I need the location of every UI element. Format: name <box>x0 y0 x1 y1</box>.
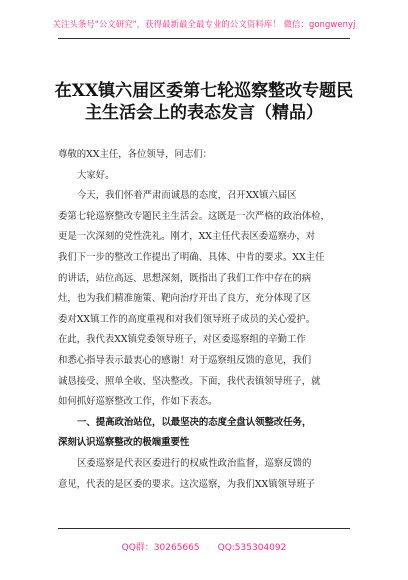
section-heading-line-2: 深刻认识巡察整改的极端重要性 <box>58 437 190 449</box>
section-heading-line-1: 一、提高政治站位，以最坚决的态度全盘认领整改任务， <box>77 416 312 428</box>
document-body <box>58 145 358 495</box>
paragraph-line: 的讲话，站位高远、思想深刻，既指出了我们工作中存在的病 <box>58 272 312 284</box>
paragraph-line: 在此，我代表XX镇党委领导班子，对区委巡察组的辛勤工作 <box>58 334 306 346</box>
paragraph-line: 我们下一步的整改工作提出了明确、具体、中肯的要求。XX主任 <box>58 251 325 263</box>
footer-contact <box>0 540 408 553</box>
paragraph2-line: 意见，代表的是区委的要求。这次巡察，为我们XX镇领导班子 <box>58 478 316 490</box>
paragraph-line: 委对XX镇工作的高度重视和对我们领导班子成员的关心爱护。 <box>58 313 316 325</box>
paragraph-line: 如何抓好巡察整改工作，作如下表态。 <box>58 396 218 408</box>
paragraph-line: 今天，我们怀着严肃而诚恳的态度，召开XX镇六届区 <box>77 190 297 202</box>
paragraph-line: 诚恳接受、照单全收、坚决整改。下面，我代表镇领导班子，就 <box>58 375 321 387</box>
paragraph-line: 灶，也为我们精准施策、靶向治疗开出了良方，充分体现了区 <box>58 293 312 305</box>
header-divider <box>58 38 350 39</box>
footer-divider <box>58 528 350 529</box>
footer-qq-number: QQ:535304092 <box>217 543 287 553</box>
paragraph-line: 委第七轮巡察整改专题民主生活会。这既是一次严格的政治体检， <box>58 210 330 222</box>
header-promo-note: 关注头条号"公文研究"，获得最新最全最专业的公文资料库！ 微信：gongwenyj <box>52 19 356 29</box>
paragraph2-line: 区委巡察是代表区委进行的权威性政治监督，巡察反馈的 <box>77 457 312 469</box>
document-title <box>30 80 378 124</box>
paragraph-line: 和悉心指导表示最衷心的感谢！对于巡察组反馈的意见，我们 <box>58 354 312 366</box>
greeting: 大家好。 <box>77 169 115 181</box>
title-line-2: 主生活会上的表态发言（精品） <box>85 103 323 123</box>
footer-qq-group: QQ群：30265665 <box>121 543 200 553</box>
title-line-1: 在XX镇六届区委第七轮巡察整改专题民 <box>54 81 354 101</box>
paragraph-line: 更是一次深刻的党性洗礼。刚才，XX主任代表区委巡察办，对 <box>58 231 316 243</box>
salutation: 尊敬的XX主任，各位领导，同志们： <box>58 149 212 160</box>
